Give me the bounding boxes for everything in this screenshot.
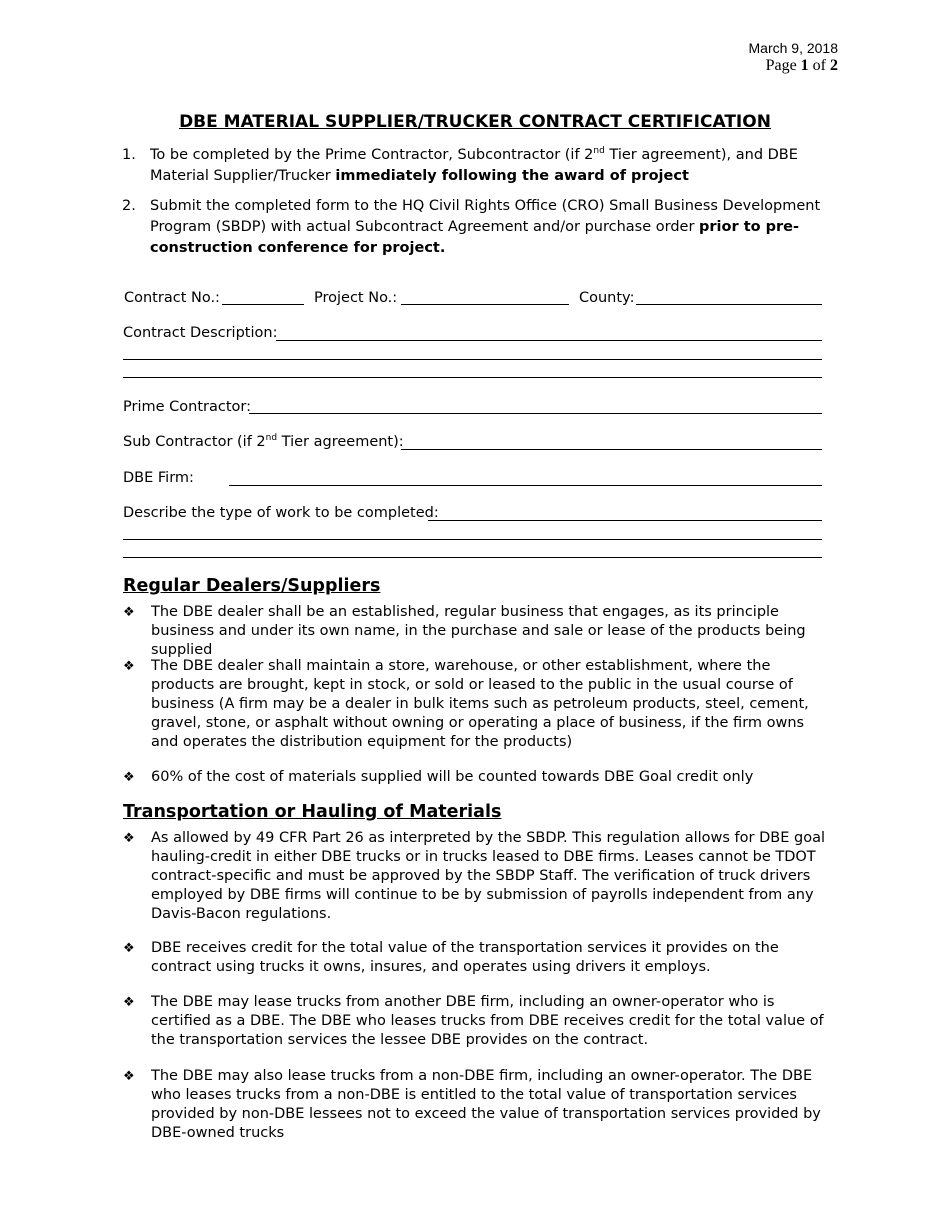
document-date: March 9, 2018 — [748, 40, 838, 56]
project-no-field[interactable] — [401, 304, 569, 305]
page-current: 1 — [800, 57, 809, 74]
work-type-line-3[interactable] — [123, 557, 822, 558]
document-title: DBE MATERIAL SUPPLIER/TRUCKER CONTRACT CERTIFICATION — [179, 112, 771, 132]
work-type-field[interactable] — [428, 520, 822, 521]
page-of: of — [812, 57, 826, 74]
bullet-diamond-icon: ❖ — [123, 941, 135, 956]
work-type-label: Describe the type of work to be completed: — [123, 505, 439, 521]
instruction-2 — [122, 196, 830, 259]
bullet-diamond-icon: ❖ — [123, 831, 135, 846]
hauling-bullet-3-text: The DBE may lease trucks from another DBE firm, including an owner-operator who is certified as a DBE. The DBE who leases trucks from DBE receives credit for the total value of the transportation services the lessee DBE provides on the contract. — [151, 994, 824, 1048]
bullet-diamond-icon: ❖ — [123, 605, 135, 620]
project-no-label: Project No.: — [314, 290, 398, 306]
work-type-line-2[interactable] — [123, 539, 822, 540]
instruction-1-text-a: To be completed by the Prime Contractor, Subcontractor (if 2 — [150, 147, 594, 163]
section-transportation-heading: Transportation or Hauling of Materials — [123, 802, 502, 822]
instruction-1-number: 1. — [122, 147, 136, 163]
contract-description-line-3[interactable] — [123, 377, 822, 378]
bullet-diamond-icon: ❖ — [123, 659, 135, 674]
county-field[interactable] — [636, 304, 822, 305]
hauling-bullet-4 — [123, 1067, 831, 1143]
county-label: County: — [579, 290, 635, 306]
sub-contractor-label — [123, 433, 404, 451]
bullet-diamond-icon: ❖ — [123, 1069, 135, 1084]
page-total: 2 — [830, 57, 838, 74]
contract-description-field[interactable] — [276, 340, 822, 341]
hauling-bullet-2-text: DBE receives credit for the total value of the transportation services it provides on the contract using trucks it owns, insures, and operates using drivers it employs. — [151, 940, 779, 975]
dealer-bullet-2-text: The DBE dealer shall maintain a store, warehouse, or other establishment, where the products are brought, kept in stock, or sold or leased to the public in the usual course of business (A firm may be a dealer in bulk items such as petroleum products, steel, cement, gravel, stone, or asphalt without owning or operating a place of business, if the firm owns and operates the distribution equipment for the products) — [151, 658, 809, 750]
hauling-bullet-4-text: The DBE may also lease trucks from a non-DBE firm, including an owner-operator. The DBE who leases trucks from a non-DBE is entitled to the total value of transportation services provided by non-DBE lessees not to exceed the value of transportation services provided by DBE-owned trucks — [151, 1068, 821, 1141]
contract-description-line-2[interactable] — [123, 359, 822, 360]
bullet-diamond-icon: ❖ — [123, 995, 135, 1010]
contract-description-label: Contract Description: — [123, 325, 278, 341]
dealer-bullet-3 — [123, 768, 831, 787]
dealer-bullet-3-text: 60% of the cost of materials supplied will be counted towards DBE Goal credit only — [151, 769, 754, 785]
hauling-bullet-2 — [123, 939, 831, 977]
prime-contractor-label: Prime Contractor: — [123, 399, 251, 415]
sub-contractor-label-b: Tier agreement): — [277, 434, 404, 450]
section-regular-dealers-heading: Regular Dealers/Suppliers — [123, 576, 381, 596]
instruction-2-text: Submit the completed form to the HQ Civil Rights Office (CRO) Small Business Development Program (SBDP) with actual Subcontract Agreement and/or purchase order — [150, 198, 821, 235]
instruction-2-number: 2. — [122, 198, 136, 214]
sub-contractor-label-a: Sub Contractor (if 2 — [123, 434, 266, 450]
contract-no-label: Contract No.: — [124, 290, 220, 306]
instruction-2-bold: prior to pre-construction conference for project. — [150, 219, 800, 256]
bullet-diamond-icon: ❖ — [123, 770, 135, 785]
hauling-bullet-1 — [123, 829, 831, 924]
contract-no-field[interactable] — [222, 304, 304, 305]
dbe-firm-label: DBE Firm: — [123, 470, 194, 486]
dealer-bullet-1-text: The DBE dealer shall be an established, regular business that engages, as its principle business and under its own name, in the purchase and sale or lease of the products being supplied — [151, 604, 806, 658]
dealer-bullet-1 — [123, 603, 831, 660]
prime-contractor-field[interactable] — [249, 413, 822, 414]
instruction-1 — [122, 145, 830, 187]
dealer-bullet-2 — [123, 657, 831, 752]
sub-contractor-sup: nd — [265, 433, 278, 444]
hauling-bullet-3 — [123, 993, 831, 1050]
page-prefix: Page — [765, 57, 797, 74]
instruction-1-sup: nd — [593, 146, 605, 157]
page-number — [766, 56, 838, 76]
instruction-1-text-b: Tier agreement), and DBE Material Supplier/Trucker — [150, 147, 798, 184]
dbe-firm-field[interactable] — [229, 485, 822, 486]
hauling-bullet-1-text: As allowed by 49 CFR Part 26 as interpreted by the SBDP. This regulation allows for DBE goal hauling-credit in either DBE trucks or in trucks leased to DBE firms. Leases cannot be TDOT contract-specific and must be approved by the SBDP Staff. The verification of truck drivers employed by DBE firms will continue to be by submission of payrolls independent from any Davis-Bacon regulations. — [151, 830, 825, 922]
sub-contractor-field[interactable] — [401, 449, 822, 450]
instruction-1-bold: immediately following the award of project — [335, 168, 689, 184]
